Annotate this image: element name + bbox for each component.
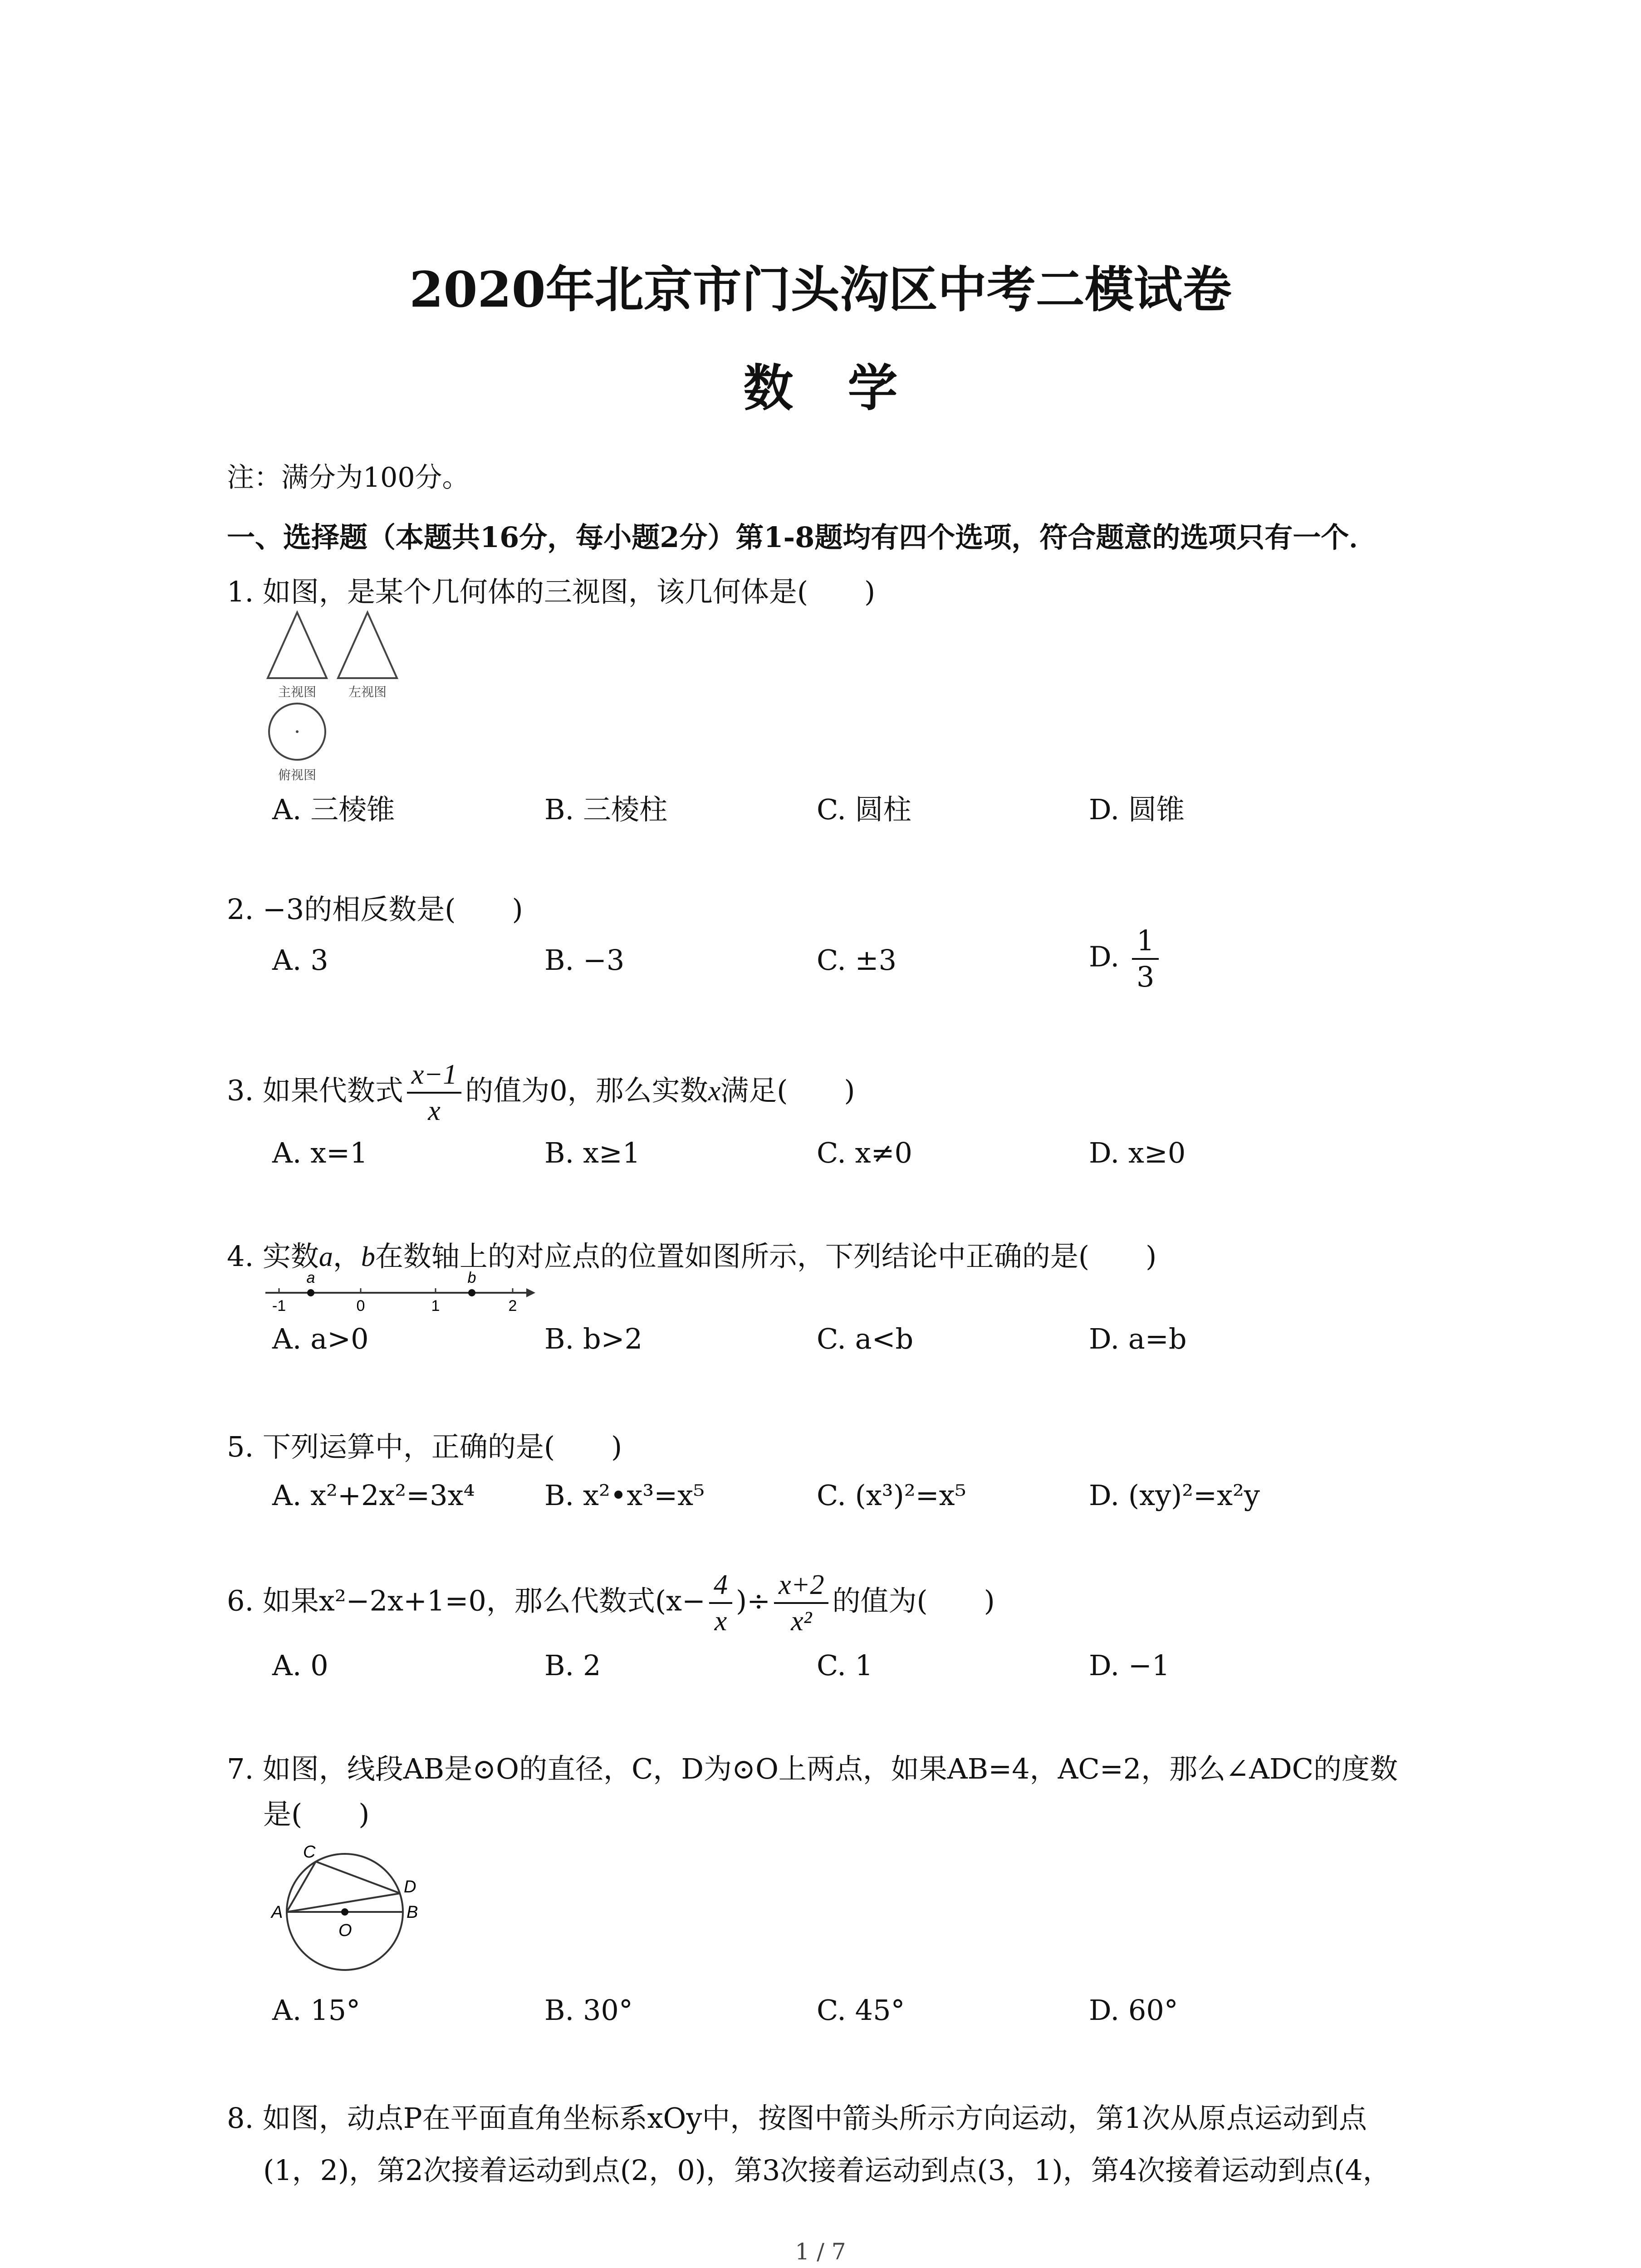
side-view-triangle — [338, 612, 397, 678]
q1-option-d: D. 圆锥 — [1089, 793, 1185, 826]
label-b: B — [407, 1903, 418, 1922]
center-o — [341, 1908, 348, 1916]
q4-option-d: D. a=b — [1089, 1322, 1187, 1355]
label-a: A — [271, 1903, 283, 1922]
page-number: 1 / 7 — [795, 2239, 846, 2265]
chord-cd — [316, 1862, 400, 1893]
q2-option-d: D. $\frac{1}{3}$ — [1089, 925, 1162, 992]
q1-option-a: A. 三棱锥 — [272, 793, 395, 826]
q4-option-c: C. a<b — [817, 1322, 914, 1355]
tick-neg1: -1 — [272, 1297, 286, 1315]
section-heading: 一、选择题（本题共16分，每小题2分）第1-8题均有四个选项，符合题意的选项只有一个． — [227, 521, 1377, 554]
top-view-center — [296, 730, 299, 733]
page-subtitle: 数学 — [743, 359, 952, 417]
q7-option-b: B. 30° — [544, 1994, 633, 2027]
chord-ac — [287, 1862, 316, 1912]
question-6-stem: 6. 如果x²−2x+1=0，那么代数式(x− $\frac{4}{x}$ )÷ $\frac{x+2}{\text{x²}}$ 的值为( ) — [227, 1569, 995, 1637]
top-view-label: 俯视图 — [278, 768, 317, 782]
point-a — [307, 1289, 314, 1296]
q4-option-a: A. a>0 — [272, 1322, 369, 1355]
q3-option-b: B. x≥1 — [544, 1136, 641, 1169]
q7-option-c: C. 45° — [817, 1994, 905, 2027]
q1-option-c: C. 圆柱 — [817, 793, 911, 826]
number-line-figure — [261, 1268, 542, 1318]
q2-option-c: C. ±3 — [817, 943, 897, 977]
point-b — [468, 1289, 475, 1296]
q6-option-b: B. 2 — [544, 1649, 601, 1682]
question-2-stem: 2. −3的相反数是( ) — [227, 893, 523, 926]
q5-option-d: D. (xy)²=x²y — [1089, 1479, 1260, 1512]
q5-option-c: C. (x³)²=x⁵ — [817, 1479, 966, 1512]
q7-option-d: D. 60° — [1089, 1994, 1178, 2027]
question-1-stem: 1. 如图，是某个几何体的三视图，该几何体是( ) — [227, 575, 876, 608]
point-b-label: b — [467, 1269, 476, 1286]
tick-1: 1 — [431, 1297, 440, 1315]
front-view-triangle — [268, 612, 327, 678]
question-7-line1: 7. 如图，线段AB是⊙O的直径，C，D为⊙O上两点，如果AB=4，AC=2，那么∠ADC的度数 — [227, 1752, 1398, 1785]
page-title: 2020年北京市门头沟区中考二模试卷 — [409, 261, 1232, 318]
q1-option-b: B. 三棱柱 — [544, 793, 667, 826]
q2-option-b: B. −3 — [544, 943, 625, 977]
q7-option-a: A. 15° — [272, 1994, 361, 2027]
score-note: 注：满分为100分。 — [227, 462, 470, 494]
q3-option-c: C. x≠0 — [817, 1136, 913, 1169]
q3-option-d: D. x≥0 — [1089, 1136, 1186, 1169]
point-a-label: a — [306, 1269, 315, 1286]
question-8-line1: 8. 如图，动点P在平面直角坐标系xOy中，按图中箭头所示方向运动，第1次从原点运动到点 — [227, 2102, 1367, 2135]
question-5-stem: 5. 下列运算中，正确的是( ) — [227, 1430, 622, 1463]
three-view-figure — [263, 608, 413, 789]
label-d: D — [404, 1877, 416, 1897]
q4-option-b: B. b>2 — [544, 1322, 643, 1355]
circle-figure — [259, 1833, 440, 1982]
tick-2: 2 — [508, 1297, 517, 1315]
label-o: O — [338, 1921, 352, 1940]
q2-option-a: A. 3 — [272, 943, 328, 977]
q6-option-d: D. −1 — [1089, 1649, 1170, 1682]
front-view-label: 主视图 — [278, 685, 317, 699]
q6-option-a: A. 0 — [272, 1649, 328, 1682]
question-3-stem: 3. 如果代数式 $\frac{x-1}{x}$ 的值为0，那么实数x满足( ) — [227, 1059, 855, 1127]
question-8-line2: (1，2)，第2次接着运动到点(2，0)，第3次接着运动到点(3，1)，第4次接着运动到点(4， — [263, 2154, 1391, 2187]
question-4-stem: 4. 实数a，b在数轴上的对应点的位置如图所示，下列结论中正确的是( ) — [227, 1240, 1157, 1273]
tick-0: 0 — [356, 1297, 365, 1315]
q5-option-a: A. x²+2x²=3x⁴ — [272, 1479, 475, 1512]
q6-option-c: C. 1 — [817, 1649, 873, 1682]
side-view-label: 左视图 — [348, 685, 387, 699]
question-7-line2: 是( ) — [263, 1798, 370, 1831]
number-line-arrow — [526, 1288, 535, 1297]
q3-option-a: A. x=1 — [272, 1136, 368, 1169]
q5-option-b: B. x²•x³=x⁵ — [544, 1479, 705, 1512]
label-c: C — [303, 1843, 316, 1862]
